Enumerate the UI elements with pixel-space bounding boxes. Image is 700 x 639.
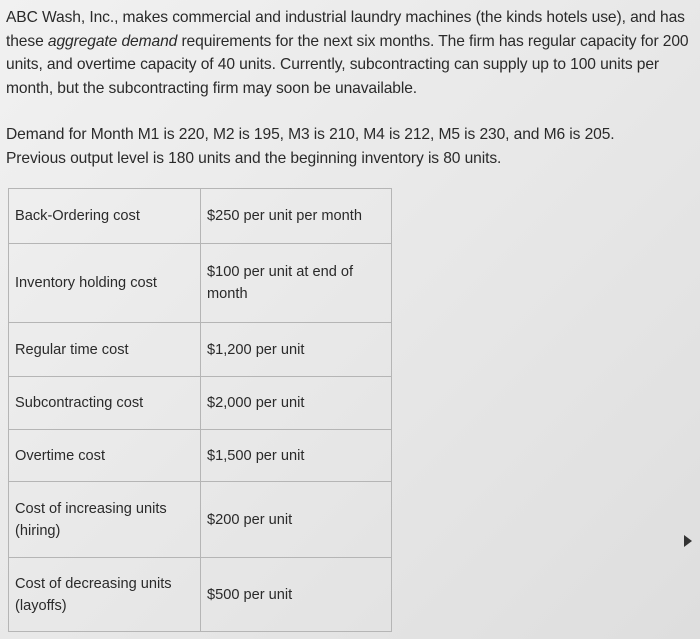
cost-value: $2,000 per unit bbox=[201, 377, 392, 430]
cost-label: Inventory holding cost bbox=[9, 244, 201, 323]
cost-label: Subcontracting cost bbox=[9, 377, 201, 430]
cost-label: Cost of increasing units (hiring) bbox=[9, 482, 201, 558]
intro-line-2-italic: aggregate demand bbox=[47, 32, 178, 50]
table-row bbox=[9, 430, 392, 482]
cost-value: $200 per unit bbox=[201, 482, 392, 558]
cost-value: $1,200 per unit bbox=[201, 323, 392, 377]
intro-line-2-suffix: requirements for the next six months. The firm has regular capacity for 200 bbox=[177, 32, 689, 50]
cost-label: Cost of decreasing units (layoffs) bbox=[9, 558, 201, 632]
cost-value: $250 per unit per month bbox=[201, 189, 392, 244]
intro-paragraph bbox=[6, 6, 700, 100]
table-row bbox=[9, 377, 392, 430]
cost-value: $500 per unit bbox=[201, 558, 392, 632]
intro-line-1: ABC Wash, Inc., makes commercial and industrial laundry machines (the kinds hotels use), and has bbox=[6, 9, 685, 26]
cost-label: Back-Ordering cost bbox=[9, 189, 201, 244]
demand-paragraph bbox=[6, 123, 700, 170]
demand-line-2: Previous output level is 180 units and the beginning inventory is 80 units. bbox=[6, 149, 502, 167]
intro-line-2 bbox=[6, 30, 700, 54]
cost-table bbox=[8, 188, 392, 632]
table-row bbox=[9, 323, 392, 377]
demand-line-1: Demand for Month M1 is 220, M2 is 195, M3 is 210, M4 is 212, M5 is 230, and M6 is 205. bbox=[6, 126, 615, 143]
table-row bbox=[9, 244, 392, 323]
cost-value: $1,500 per unit bbox=[201, 430, 392, 482]
cost-label: Regular time cost bbox=[9, 323, 201, 377]
cost-label: Overtime cost bbox=[9, 430, 201, 482]
intro-line-4: month, but the subcontracting firm may soon be unavailable. bbox=[6, 79, 418, 97]
table-row bbox=[9, 482, 392, 558]
intro-line-2-prefix: these bbox=[6, 32, 48, 50]
cost-value: $100 per unit at end of month bbox=[201, 244, 392, 323]
edge-arrow-icon bbox=[684, 535, 692, 547]
table-row bbox=[9, 189, 392, 244]
table-row bbox=[9, 558, 392, 632]
intro-line-3: units, and overtime capacity of 40 units. Currently, subcontracting can supply up to 100 units per bbox=[6, 56, 660, 73]
